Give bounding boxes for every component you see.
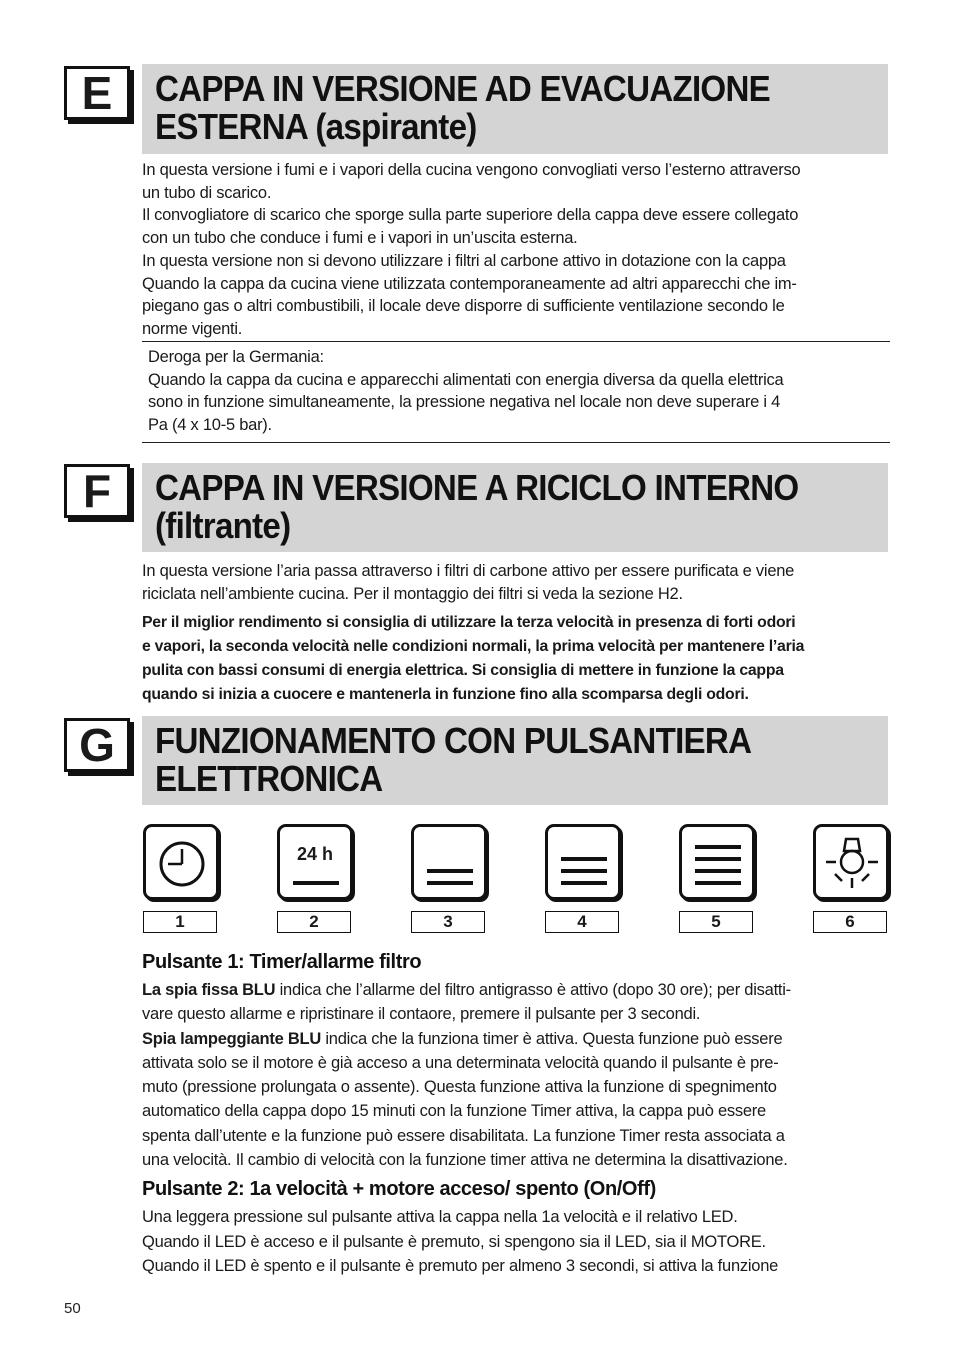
- text-line: In questa versione l’aria passa attraverso i filtri di carbone attivo per essere purificata e viene: [142, 562, 795, 580]
- text-line: con un tubo che conduce i fumi e i vapori in un’uscita esterna.: [142, 229, 578, 248]
- text-line: quando si inizia a cuocere e mantenerla in funzione fino alla scomparsa degli odori.: [142, 686, 749, 703]
- button-6-light: [813, 824, 889, 900]
- pulsante-2-body: [142, 1205, 888, 1279]
- button-number-4: 4: [545, 911, 619, 933]
- text-line: una velocità. Il cambio di velocità con la funzione timer attiva ne determina la disattivazione.: [142, 1151, 788, 1170]
- text-line: norme vigenti.: [142, 319, 243, 338]
- text-line: In questa versione i fumi e i vapori della cucina vengono convogliati verso l’esterno attraverso: [142, 161, 801, 179]
- note-bottom-rule: [142, 442, 890, 443]
- button-3-speed-2: [411, 824, 487, 900]
- button-5-speed-4: [679, 824, 755, 900]
- text-line: Deroga per la Germania:: [148, 348, 324, 366]
- text-line: e vapori, la seconda velocità nelle condizioni normali, la prima velocità per mantenere l’aria: [142, 638, 805, 655]
- button-number-3: 3: [411, 911, 485, 933]
- speed-2-lines-icon: [414, 827, 484, 897]
- text-line: Pa (4 x 10-5 bar).: [148, 416, 272, 435]
- text-line: riciclata nell’ambiente cucina. Per il montaggio dei filtri si veda la sezione H2.: [142, 584, 683, 603]
- section-g-heading: [142, 716, 888, 805]
- text-line: muto (pressione prolungata o assente). Questa funzione attiva la funzione di spegnimento: [142, 1078, 777, 1097]
- germany-note: [148, 346, 884, 437]
- text-line: automatico della cappa dopo 15 minuti con la funzione Timer attiva, la cappa può essere: [142, 1102, 766, 1121]
- button-1-timer: [143, 824, 219, 900]
- button-4-speed-3: [545, 824, 621, 900]
- section-f-title-line2: (filtrante): [155, 505, 291, 546]
- button-number-6: 6: [813, 911, 887, 933]
- pulsante-1-body: [142, 978, 888, 1172]
- text-line: In questa versione non si devono utilizzare i filtri al carbone attivo in dotazione con la cappa: [142, 251, 786, 270]
- text-line: Una leggera pressione sul pulsante attiva la cappa nella 1a velocità e il relativo LED.: [142, 1208, 738, 1226]
- pulsante-1-heading: Pulsante 1: Timer/allarme filtro: [142, 951, 422, 973]
- text-line: Per il miglior rendimento si consiglia di utilizzare la terza velocità in presenza di forti odori: [142, 614, 796, 631]
- light-bulb-icon: [816, 827, 886, 897]
- spia-fissa-label: La spia fissa BLU: [142, 981, 276, 999]
- text-line: vare questo allarme e ripristinare il contaore, premere il pulsante per 3 secondi.: [142, 1005, 701, 1024]
- note-top-rule: [142, 341, 890, 342]
- 24h-speed-icon: [280, 827, 350, 897]
- section-letter-e: E: [64, 66, 130, 120]
- text-line: piegano gas o altri combustibili, il locale deve disporre di sufficiente ventilazione secondo le: [142, 297, 785, 316]
- section-g-title-line1: FUNZIONAMENTO CON PULSANTIERA: [155, 720, 752, 761]
- spia-lampeggiante-label: Spia lampeggiante BLU: [142, 1029, 322, 1048]
- pulsante-2-heading: Pulsante 2: 1a velocità + motore acceso/ spento (On/Off): [142, 1178, 656, 1200]
- section-f-heading: [142, 463, 888, 552]
- text-line: Quando la cappa da cucina e apparecchi alimentati con energia diversa da quella elettrica: [148, 370, 784, 389]
- text-line: pulita con bassi consumi di energia elettrica. Si consiglia di mettere in funzione la cappa: [142, 662, 784, 679]
- section-letter-g: G: [64, 718, 130, 772]
- section-e-title-line1: CAPPA IN VERSIONE AD EVACUAZIONE: [155, 68, 771, 109]
- section-letter-f: F: [64, 464, 130, 518]
- button-number-1: 1: [143, 911, 217, 933]
- section-e-heading: [142, 64, 888, 154]
- page-number: 50: [64, 1300, 81, 1317]
- speed-4-lines-icon: [682, 827, 752, 897]
- text-line: spenta dall’utente e la funzione può essere disabilitata. La funzione Timer resta associata a: [142, 1126, 785, 1145]
- section-f-body: [142, 560, 888, 605]
- section-g-title-line2: ELETTRONICA: [155, 758, 383, 799]
- section-e-body: [142, 159, 888, 341]
- button-2-speed-1: [277, 824, 353, 900]
- speed-3-lines-icon: [548, 827, 618, 897]
- text-line: attivata solo se il motore è già acceso a una determinata velocità quando il pulsante è pre-: [142, 1053, 779, 1072]
- text-line: Il convogliatore di scarico che sporge sulla parte superiore della cappa deve essere collegato: [142, 206, 799, 225]
- button-number-5: 5: [679, 911, 753, 933]
- section-f-title-line1: CAPPA IN VERSIONE A RICICLO INTERNO: [155, 467, 799, 508]
- clock-icon: [146, 827, 216, 897]
- text-line: un tubo di scarico.: [142, 183, 272, 202]
- section-f-recommendation: [142, 611, 888, 707]
- section-e-title-line2: ESTERNA (aspirante): [155, 106, 477, 147]
- button-number-2: 2: [277, 911, 351, 933]
- text-fragment: indica che la funziona timer è attiva. Questa funzione può essere: [321, 1029, 783, 1048]
- text-fragment: indica che l’allarme del filtro antigrasso è attivo (dopo 30 ore); per disatti-: [275, 981, 791, 999]
- text-line: Quando il LED è spento e il pulsante è premuto per almeno 3 secondi, si attiva la funzione: [142, 1257, 779, 1275]
- text-line: sono in funzione simultaneamente, la pressione negativa nel locale non deve superare i 4: [148, 393, 781, 412]
- text-line: Quando la cappa da cucina viene utilizzata contemporaneamente ad altri apparecchi che im-: [142, 274, 797, 293]
- 24h-label: 24 h: [296, 844, 334, 864]
- text-line: Quando il LED è acceso e il pulsante è premuto, si spengono sia il LED, sia il MOTORE.: [142, 1232, 766, 1251]
